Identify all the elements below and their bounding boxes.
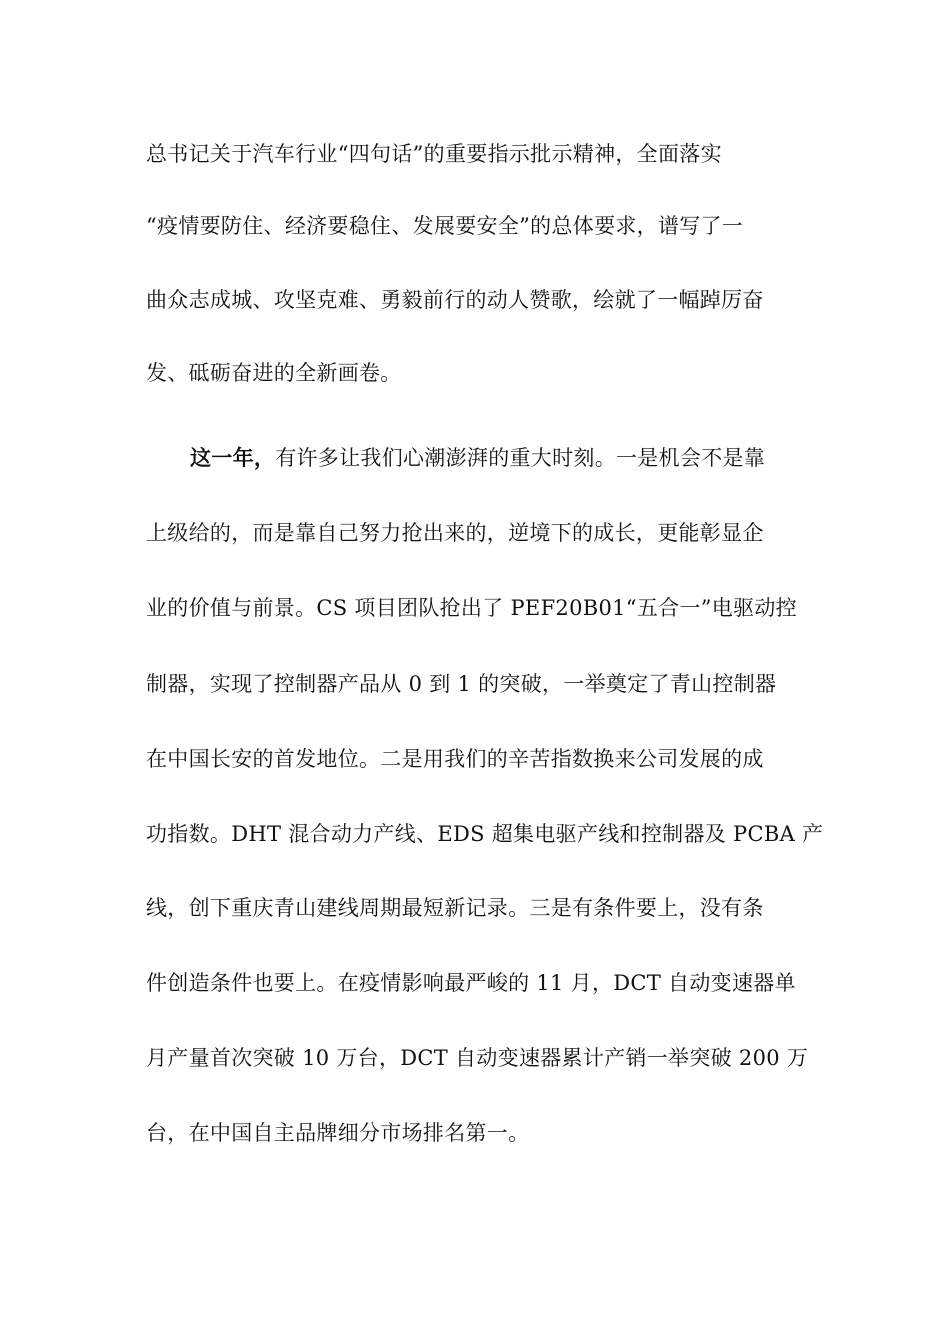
paragraph-2-line-3: 业的价值与前景。CS 项目团队抢出了 PEF20B01“五合一”电驱动控: [146, 596, 797, 620]
paragraph-2-line-10: 台，在中国自主品牌细分市场排名第一。: [146, 1121, 530, 1145]
paragraph-2-line-8: 件创造条件也要上。在疫情影响最严峻的 11 月，DCT 自动变速器单: [146, 971, 796, 995]
paragraph-2-line-1: [190, 443, 765, 473]
paragraph-2-line-7: 线，创下重庆青山建线周期最短新记录。三是有条件要上，没有条: [146, 896, 764, 920]
paragraph-2-line-9: 月产量首次突破 10 万台，DCT 自动变速器累计产销一举突破 200 万: [146, 1046, 809, 1070]
paragraph-1-line-1: 总书记关于汽车行业“四句话”的重要指示批示精神，全面落实: [146, 142, 722, 166]
paragraph-1-line-3: 曲众志成城、攻坚克难、勇毅前行的动人赞歌，绘就了一幅踔厉奋: [146, 288, 764, 312]
paragraph-2-line-6: 功指数。DHT 混合动力产线、EDS 超集电驱产线和控制器及 PCBA 产: [146, 822, 824, 846]
paragraph-2-lead: 这一年，: [190, 445, 276, 470]
paragraph-2-line-2: 上级给的，而是靠自己努力抢出来的，逆境下的成长，更能彰显企: [146, 521, 764, 545]
paragraph-2-first-line-text: 有许多让我们心潮澎湃的重大时刻。一是机会不是靠: [275, 446, 766, 470]
paragraph-2-line-5: 在中国长安的首发地位。二是用我们的辛苦指数换来公司发展的成: [146, 747, 764, 771]
paragraph-1-line-2: “疫情要防住、经济要稳住、发展要安全”的总体要求，谱写了一: [146, 214, 744, 238]
paragraph-2-line-4: 制器，实现了控制器产品从 0 到 1 的突破，一举奠定了青山控制器: [146, 672, 777, 696]
paragraph-1-line-4: 发、砥砺奋进的全新画卷。: [146, 361, 402, 385]
